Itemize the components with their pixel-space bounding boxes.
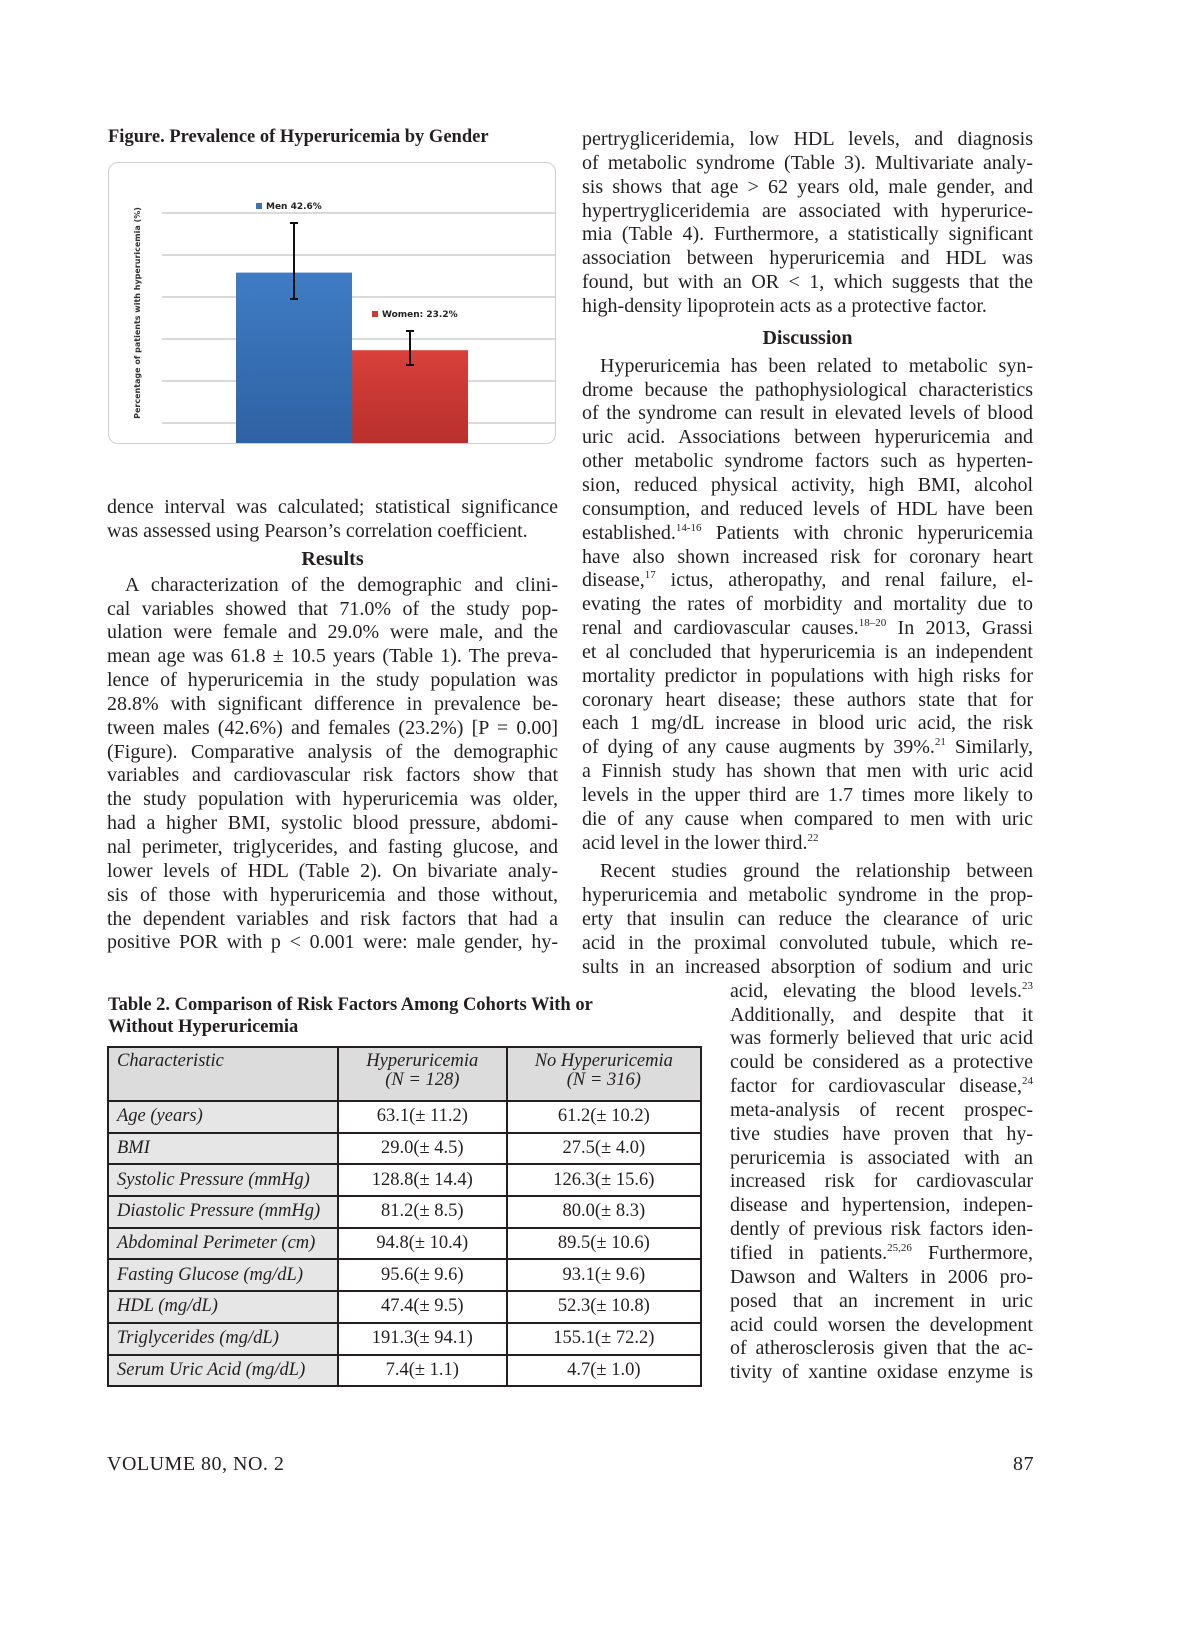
text-line: coronary heart disease; these authors state that for [582, 688, 1033, 711]
text-line: have also shown increased risk for coronary heart [582, 545, 1033, 568]
text-line: of atherosclerosis given that the ac- [730, 1337, 1033, 1360]
text-line: disease and hypertension, indepen- [730, 1194, 1033, 1217]
text-line: the dependent variables and risk factors that had a [107, 907, 558, 930]
text-line: Dawson and Walters in 2006 pro- [730, 1265, 1033, 1288]
text-line: ulation were female and 29.0% were male, and the [107, 621, 558, 644]
cell-value: 47.4(± 9.5) [338, 1291, 507, 1323]
text-line: hypertrygliceridemia are associated with hyperurice- [582, 199, 1033, 222]
citation-superscript: 18–20 [858, 617, 887, 630]
text-line: uric acid. Associations between hyperuricemia and [582, 426, 1033, 449]
text-line: high-density lipoprotein acts as a protective factor. [582, 294, 987, 317]
citation-superscript: 21 [934, 736, 946, 749]
text-line: dence interval was calculated; statistical significance [107, 496, 558, 518]
row-label: HDL (mg/dL) [108, 1291, 338, 1323]
paragraph-results [107, 574, 558, 956]
row-label: Age (years) [108, 1101, 338, 1133]
text-line: of the syndrome can result in elevated levels of blood [582, 402, 1033, 425]
text-line: a Finnish study has shown that men with uric acid [582, 760, 1033, 783]
header-hyperuricemia: Hyperuricemia (N = 128) [338, 1047, 507, 1101]
results-heading: Results [301, 547, 364, 570]
text-line [582, 522, 1033, 546]
table-row [108, 1164, 701, 1196]
text-line: had a higher BMI, systolic blood pressure, abdomi- [107, 812, 558, 835]
text-line: mean age was 61.8 ± 10.5 years (Table 1). The preva- [107, 645, 558, 668]
text-line: A characterization of the demographic and clini- [125, 573, 558, 596]
text-line [730, 1242, 1033, 1266]
table-row [108, 1101, 701, 1133]
row-label: BMI [108, 1133, 338, 1165]
text-line: hyperuricemia and metabolic syndrome in the prop- [582, 884, 1033, 907]
row-label: Abdominal Perimeter (cm) [108, 1228, 338, 1260]
text-line: increased risk for cardiovascular [730, 1170, 1033, 1193]
row-label: Fasting Glucose (mg/dL) [108, 1259, 338, 1291]
cell-value: 81.2(± 8.5) [338, 1196, 507, 1228]
text-segment: Furthermore, [911, 1241, 1033, 1264]
text-line: mortality predictor in populations with high risks for [582, 664, 1033, 687]
cell-value: 61.2(± 10.2) [507, 1101, 701, 1133]
table-caption [108, 994, 593, 1038]
footer-page-number: 87 [1013, 1453, 1034, 1475]
row-label: Triglycerides (mg/dL) [108, 1323, 338, 1355]
citation-superscript: 25,26 [887, 1241, 912, 1254]
text-line: sults in an increased absorption of sodium and uric [582, 955, 1033, 978]
text-segment: of dying of any cause augments by 39%. [582, 736, 935, 759]
text-line: acid in the proximal convoluted tubule, which re- [582, 932, 1033, 954]
y-axis-label: Percentage of patients with hyperuricemia (%) [133, 207, 142, 419]
text-line: Recent studies ground the relationship between [600, 860, 1033, 883]
text-line: drome because the pathophysiological characteristics [582, 378, 1033, 401]
cell-value: 93.1(± 9.6) [507, 1259, 701, 1291]
table-row [108, 1259, 701, 1291]
table-row [108, 1291, 701, 1323]
text-line: meta-analysis of recent prospec- [730, 1098, 1033, 1121]
text-segment: Similarly, [945, 736, 1033, 759]
cell-value: 29.0(± 4.5) [338, 1133, 507, 1165]
text-line: die of any cause when compared to men with uric [582, 807, 1033, 830]
citation-superscript: 14-16 [675, 521, 702, 534]
cell-value: 155.1(± 72.2) [507, 1323, 701, 1355]
row-label: Systolic Pressure (mmHg) [108, 1164, 338, 1196]
header-no-hyperuricemia: No Hyperuricemia (N = 316) [507, 1047, 701, 1101]
text-line [582, 832, 1033, 856]
legend-swatch [372, 311, 378, 317]
bar-chart [108, 162, 556, 444]
table-caption-line: Table 2. Comparison of Risk Factors Among Cohorts With or [108, 995, 593, 1015]
text-line: other metabolic syndrome factors such as hyperten- [582, 450, 1033, 473]
discussion-heading: Discussion [762, 326, 853, 349]
text-line: could be considered as a protective [730, 1051, 1033, 1074]
cell-value: 52.3(± 10.8) [507, 1291, 701, 1323]
table-row [108, 1228, 701, 1260]
text-segment: acid level in the lower third. [582, 831, 808, 854]
text-line: the study population with hyperuricemia was older, [107, 788, 558, 811]
text-line: levels in the upper third are 1.7 times more likely to [582, 783, 1033, 806]
risk-factor-table [107, 1046, 702, 1387]
left-column [107, 496, 558, 955]
table-header-row [108, 1047, 701, 1101]
text-line: lence of hyperuricemia in the study population was [107, 669, 558, 692]
table-row [108, 1323, 701, 1355]
cell-value: 128.8(± 14.4) [338, 1164, 507, 1196]
text-line: found, but with an OR < 1, which suggests that the [582, 271, 1033, 294]
data-label: Women: 23.2% [382, 310, 458, 320]
cell-value: 63.1(± 11.2) [338, 1101, 507, 1133]
text-segment: disease, [582, 569, 645, 592]
text-line: Hyperuricemia has been related to metabolic syn- [600, 354, 1033, 377]
text-line: pertrygliceridemia, low HDL levels, and diagnosis [582, 128, 1033, 150]
cell-value: 4.7(± 1.0) [507, 1355, 701, 1387]
text-line: 28.8% with significant difference in prevalence be- [107, 692, 558, 715]
table-row [108, 1133, 701, 1165]
text-segment: Patients with chronic hyperuricemia [701, 521, 1033, 544]
text-segment: established. [582, 521, 676, 544]
text-line: sis of those with hyperuricemia and those without, [107, 883, 558, 906]
text-line: peruricemia is associated with an [730, 1146, 1033, 1169]
text-line [582, 736, 1033, 760]
data-label: Men 42.6% [266, 202, 322, 212]
text-line: (Figure). Comparative analysis of the demographic [107, 740, 558, 763]
cell-value: 126.3(± 15.6) [507, 1164, 701, 1196]
text-line: of metabolic syndrome (Table 3). Multivariate analy- [582, 151, 1033, 174]
text-line: variables and cardiovascular risk factors show that [107, 764, 558, 787]
cell-value: 89.5(± 10.6) [507, 1228, 701, 1260]
cell-value: 191.3(± 94.1) [338, 1323, 507, 1355]
text-line: et al concluded that hyperuricemia is an independent [582, 640, 1033, 663]
text-line: dently of previous risk factors iden- [730, 1218, 1033, 1241]
text-line: mia (Table 4). Furthermore, a statistically significant [582, 223, 1033, 246]
row-label: Diastolic Pressure (mmHg) [108, 1196, 338, 1228]
text-line: tivity of xantine oxidase enzyme is [730, 1361, 1033, 1384]
text-line [730, 980, 1033, 1004]
paragraph-discussion-1 [582, 355, 1033, 856]
text-line: acid could worsen the development [730, 1313, 1033, 1336]
citation-superscript: 24 [1022, 1075, 1033, 1088]
table-caption-line: Without Hyperuricemia [108, 1017, 299, 1037]
text-line: evating the rates of morbidity and mortality due to [582, 593, 1033, 616]
text-line [730, 1075, 1033, 1099]
cell-value: 7.4(± 1.1) [338, 1355, 507, 1387]
text-line [582, 617, 1033, 641]
text-line: cal variables showed that 71.0% of the study pop- [107, 597, 558, 620]
figure-caption: Figure. Prevalence of Hyperuricemia by Gender [108, 127, 489, 147]
cell-value: 27.5(± 4.0) [507, 1133, 701, 1165]
row-label: Serum Uric Acid (mg/dL) [108, 1355, 338, 1387]
paragraph-results-end [582, 128, 1033, 319]
text-line [582, 569, 1033, 593]
text-segment: acid, elevating the blood levels. [730, 979, 1022, 1002]
text-line: tive studies have proven that hy- [730, 1122, 1033, 1145]
cell-value: 80.0(± 8.3) [507, 1196, 701, 1228]
text-line: each 1 mg/dL increase in blood uric acid, the risk [582, 712, 1033, 735]
text-segment: ictus, atheropathy, and renal failure, el- [655, 569, 1033, 592]
citation-superscript: 23 [1022, 979, 1033, 992]
legend-swatch [256, 203, 262, 209]
text-line: sis shows that age > 62 years old, male gender, and [582, 175, 1033, 198]
text-line: posed that an increment in uric [730, 1289, 1033, 1312]
footer-volume: VOLUME 80, NO. 2 [107, 1453, 285, 1475]
text-line: was assessed using Pearson’s correlation coefficient. [107, 519, 528, 542]
text-line: lower levels of HDL (Table 2). On bivariate analy- [107, 859, 558, 882]
cell-value: 95.6(± 9.6) [338, 1259, 507, 1291]
citation-superscript: 22 [807, 831, 819, 844]
text-line: was formerly believed that uric acid [730, 1027, 1033, 1050]
citation-superscript: 17 [644, 569, 656, 582]
text-line: erty that insulin can reduce the clearance of uric [582, 908, 1033, 931]
text-segment: In 2013, Grassi [886, 617, 1033, 640]
text-line: nal perimeter, triglycerides, and fasting glucose, and [107, 835, 558, 858]
cell-value: 94.8(± 10.4) [338, 1228, 507, 1260]
paragraph-methods-end [107, 496, 558, 544]
table-row [108, 1355, 701, 1387]
text-line: Additionally, and despite that it [730, 1003, 1033, 1026]
text-segment: renal and cardiovascular causes. [582, 617, 859, 640]
text-segment: factor for cardiovascular disease, [730, 1075, 1022, 1098]
text-line: tween males (42.6%) and females (23.2%) [P = 0.00] [107, 716, 558, 739]
text-line: sion, reduced physical activity, high BMI, alcohol [582, 473, 1033, 496]
table-row [108, 1196, 701, 1228]
text-segment: tified in patients. [730, 1241, 888, 1264]
text-line: association between hyperuricemia and HDL was [582, 247, 1033, 270]
text-line: consumption, and reduced levels of HDL have been [582, 497, 1033, 520]
chart-svg [109, 163, 555, 443]
text-line: positive POR with p < 0.001 were: male gender, hy- [107, 931, 558, 954]
header-characteristic: Characteristic [108, 1047, 338, 1101]
